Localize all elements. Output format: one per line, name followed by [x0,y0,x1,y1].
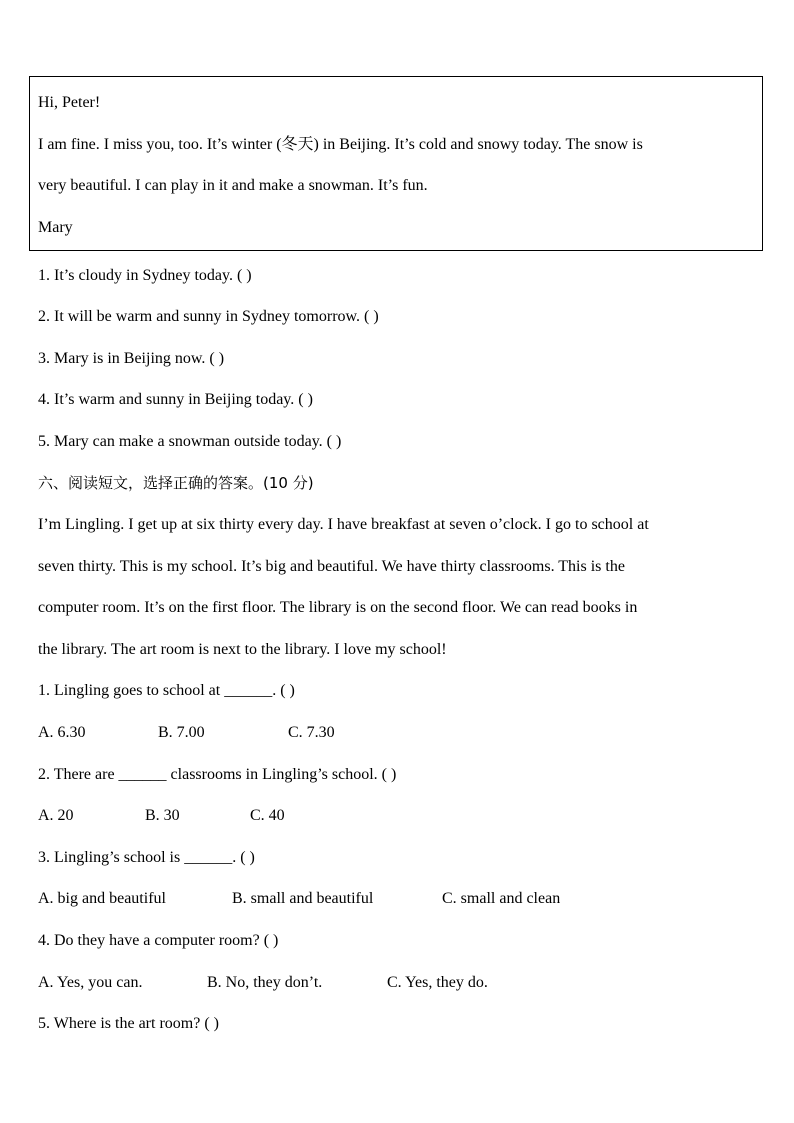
letter-box [29,76,763,251]
question-4-option-b: B. No, they don’t. [207,974,323,991]
passage-line-2: seven thirty. This is my school. It’s big and beautiful. We have thirty classrooms. This is the [38,558,625,575]
question-4-option-c: C. Yes, they do. [387,974,488,991]
question-3-option-b: B. small and beautiful [232,890,374,907]
letter-signature: Mary [38,219,73,236]
question-4: 4. Do they have a computer room? ( ) [38,932,279,949]
question-2-option-a: A. 20 [38,807,74,824]
section-6-heading: 六、阅读短文，选择正确的答案。(10 分) [38,474,314,492]
tf-question-1: 1. It’s cloudy in Sydney today. ( ) [38,267,252,284]
tf-question-5: 5. Mary can make a snowman outside today. ( ) [38,433,342,450]
question-1-option-b: B. 7.00 [158,724,205,741]
tf-question-2: 2. It will be warm and sunny in Sydney tomorrow. ( ) [38,308,379,325]
letter-body-line-2: very beautiful. I can play in it and make a snowman. It’s fun. [38,177,428,194]
question-5: 5. Where is the art room? ( ) [38,1015,219,1032]
question-3-option-a: A. big and beautiful [38,890,166,907]
question-3-option-c: C. small and clean [442,890,561,907]
question-4-option-a: A. Yes, you can. [38,974,143,991]
tf-question-4: 4. It’s warm and sunny in Beijing today. ( ) [38,391,313,408]
question-1: 1. Lingling goes to school at ______. ( ) [38,682,295,699]
question-1-option-c: C. 7.30 [288,724,335,741]
question-2-option-b: B. 30 [145,807,180,824]
passage-line-1: I’m Lingling. I get up at six thirty every day. I have breakfast at seven o’clock. I go to school at [38,516,649,533]
question-2: 2. There are ______ classrooms in Lingling’s school. ( ) [38,766,397,783]
letter-greeting: Hi, Peter! [38,94,101,111]
tf-question-3: 3. Mary is in Beijing now. ( ) [38,350,225,367]
letter-body-line-1: I am fine. I miss you, too. It’s winter (冬天) in Beijing. It’s cold and snowy today. The snow is [38,136,643,153]
question-2-option-c: C. 40 [250,807,285,824]
question-1-option-a: A. 6.30 [38,724,86,741]
passage-line-3: computer room. It’s on the first floor. The library is on the second floor. We can read books in [38,599,638,616]
passage-line-4: the library. The art room is next to the library. I love my school! [38,641,447,658]
question-3: 3. Lingling’s school is ______. ( ) [38,849,255,866]
